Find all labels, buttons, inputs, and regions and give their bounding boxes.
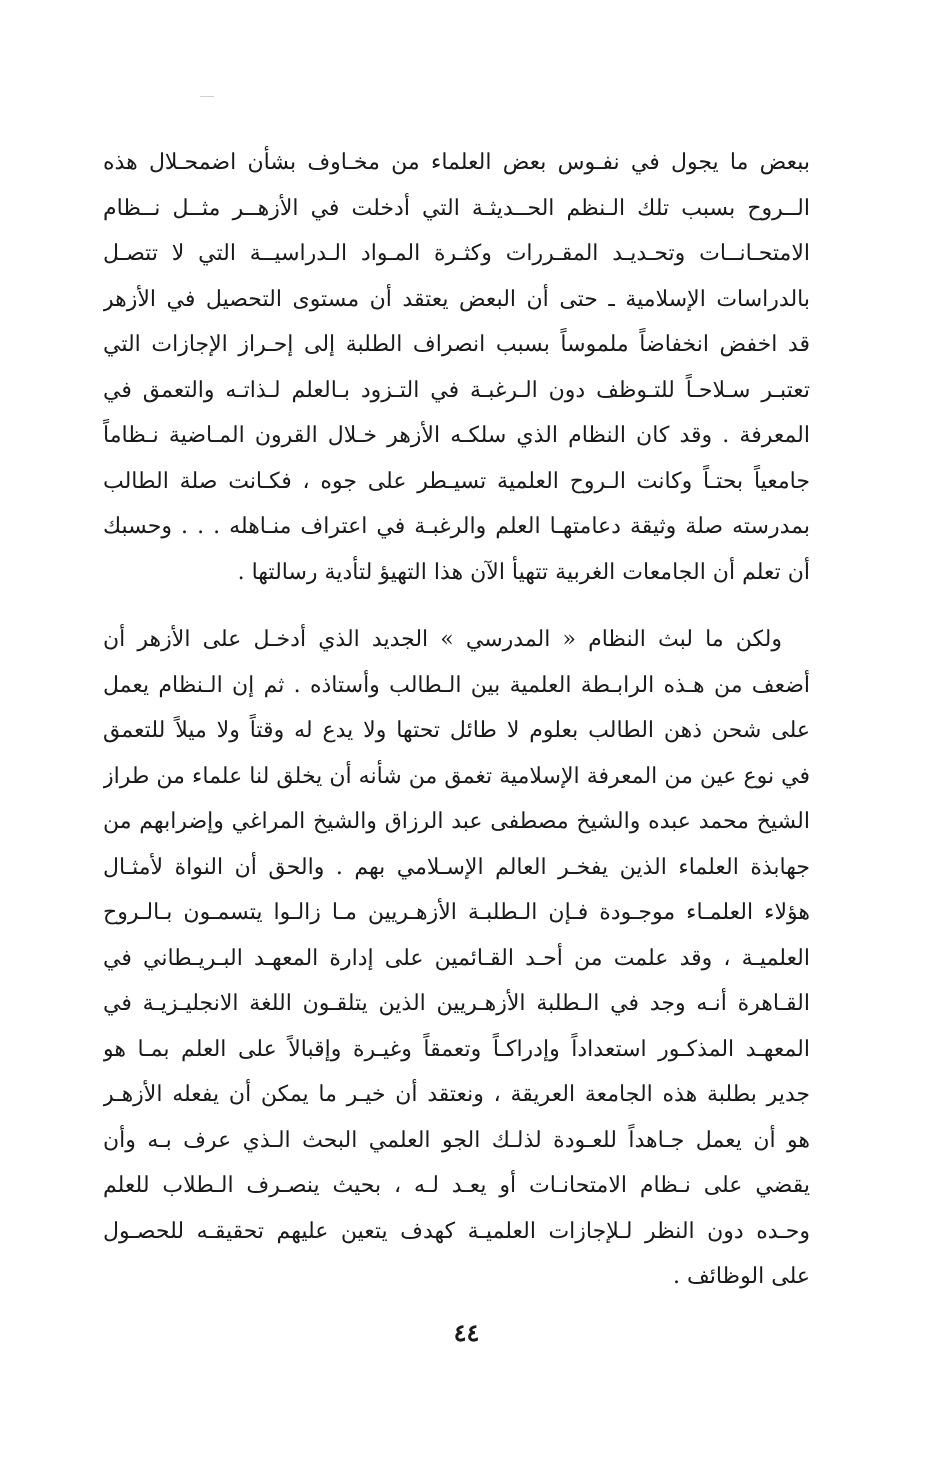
paragraph-line: على الوظائف . (672, 1264, 810, 1289)
paragraph-line: أن تعلم أن الجامعات الغربية تتهيأ الآن هذا التهيؤ لتأدية رسالتها . (237, 559, 810, 585)
paragraph-line: المعهـد المذكـور استعداداً وإدراكـاً وتعمقاً وغيـرة وإقبالاً على العلم بمـا هو (103, 1036, 810, 1062)
paragraph-1 (103, 140, 810, 595)
paragraph-line: هؤلاء العلمـاء موجـودة فـإن الـطلبـة الأزهـريين مـا زالـوا يتسمـون بـالـروح (103, 900, 810, 925)
scan-speck (200, 96, 214, 97)
paragraph-line: جهابذة العلماء الذين يفخـر العالم الإسـلامي بهم . والحق أن النواة لأمثـال (103, 854, 810, 880)
paragraph-line: هو أن يعمل جـاهداً للعـودة لذلـك الجو العلمي البحث الـذي عرف بـه وأن (103, 1127, 810, 1153)
paragraph-line: تعتبـر سـلاحـاً للتـوظف دون الـرغبـة في التـزود بـالعلم لـذاتـه والتعمق في (103, 377, 810, 403)
page-number: ٤٤ (453, 1318, 480, 1347)
paragraph-line: قد اخفض انخفاضاً ملموساً بسبب انصراف الطلبة إلى إحـراز الإجازات التي (103, 332, 810, 357)
paragraph-line: بمدرسته صلة وثيقة دعامتهـا العلم والرغبـة في اعتراف منـاهله . . . وحسبك (103, 514, 810, 539)
paragraph-line: وحـده دون النظر لـلإجازات العلميـة كهدف يتعين عليهم تحقيقـه للحصـول (103, 1218, 810, 1244)
paragraph-2 (103, 617, 810, 1300)
paragraph-line: ببعض ما يجول في نفـوس بعض العلماء من مخـاوف بشأن اضمحـلال هذه (103, 150, 810, 175)
paragraph-line: الــروح بسبب تلك الـنظم الحــديثـة التي أدخلت في الأزهــر مثــل نــظام (103, 195, 810, 221)
paragraph-line: الامتحـانــات وتحـديـد المقـررات وكثـرة المـواد الـدراسيــة التي لا تتصـل (103, 241, 810, 266)
paragraph-line: أضعف من هـذه الرابـطة العلمية بين الـطالب وأستاذه . ثم إن الـنظام يعمل (103, 672, 810, 698)
paragraph-line: جامعياً بحتـاً وكانت الـروح العلمية تسيـطر على جوه ، فكـانت صلة الطالب (103, 468, 810, 494)
paragraph-line: على شحن ذهن الطالب بعلوم لا طائل تحتها ولا يدع له وقتاً ولا ميلاً للتعمق (103, 718, 810, 743)
paragraph-line: المعرفة . وقد كان النظام الذي سلكـه الأزهر خـلال القرون المـاضية نـظاماً (103, 423, 810, 448)
paragraph-line: العلميـة ، وقد علمت من أحـد القـائمين على إدارة المعهـد البـريـطاني في (103, 945, 810, 971)
paragraph-line: الشيخ محمد عبده والشيخ مصطفى عبد الرزاق والشيخ المراغي وإضرابهم من (103, 809, 810, 834)
paragraph-line: يقضي على نـظام الامتحانـات أو يعـد لـه ، بحيث ينصـرف الـطلاب للعلم (103, 1173, 810, 1198)
paragraph-line: ولكن ما لبث النظام « المدرسي » الجديد الذي أدخـل على الأزهر أن (103, 627, 782, 652)
paragraph-line: جدير بطلبة هذه الجامعة العريقة ، ونعتقد أن خيـر ما يمكن أن يفعله الأزهـر (103, 1082, 810, 1107)
paragraph-line: القـاهرة أنـه وجد في الـطلبة الأزهـريين الذين يتلقـون اللغة الانجليـزيـة في (103, 991, 810, 1016)
paragraph-line: بالدراسات الإسلامية ـ حتى أن البعض يعتقد أن مستوى التحصيل في الأزهر (103, 286, 810, 312)
paragraph-line: في نوع عين من المعرفة الإسلامية تغمق من شأنه أن يخلق لنا علماء من طراز (103, 763, 810, 789)
